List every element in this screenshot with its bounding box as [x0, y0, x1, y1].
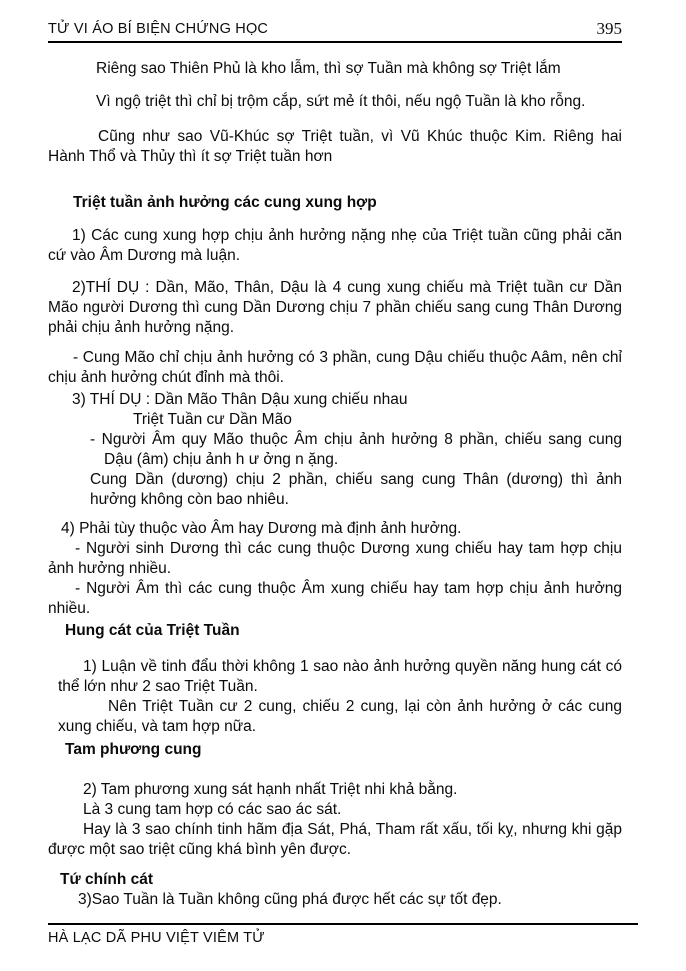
footer-text: HÀ LẠC DÃ PHU VIỆT VIÊM TỬ — [48, 930, 265, 946]
list-item-3-subline: Triệt Tuần cư Dần Mão — [133, 411, 292, 428]
hung-cat-item-1: 1) Luận về tinh đẩu thời không 1 sao nào ảnh hưởng quyền năng hung cát có thể lớn như 2 sao Triệt Tuần. — [58, 658, 622, 695]
list-item-3-continuation: Cung Dần (dương) chịu 2 phần, chiếu sang cung Thân (dương) thì ảnh hưởng không còn bao nhiêu. — [90, 471, 622, 508]
paragraph-thien-phu: Riêng sao Thiên Phủ là kho lẫm, thì sợ Tuần mà không sợ Triệt lắm — [96, 60, 561, 77]
list-item-4-dash-2: - Người Âm thì các cung thuộc Âm xung chiếu hay tam hợp chịu ảnh hưởng nhiều. — [48, 580, 622, 617]
section-heading-hung-cat: Hung cát của Triệt Tuần — [65, 622, 240, 639]
running-title: TỬ VI ÁO BÍ BIỆN CHỨNG HỌC — [48, 21, 269, 37]
hung-cat-item-2: Nên Triệt Tuần cư 2 cung, chiếu 2 cung, lại còn ảnh hưởng ở các cung xung chiếu, và tam hợp nữa. — [58, 698, 622, 735]
list-item-3-dash: - Người Âm quy Mão thuộc Âm chịu ảnh hưởng 8 phần, chiếu sang cung Dậu (âm) chịu ảnh h ư ởng n ặng. — [90, 431, 622, 468]
page-footer — [48, 923, 638, 946]
list-item-4-dash-1: - Người sinh Dương thì các cung thuộc Dương xung chiếu hay tam hợp chịu ảnh hưởng nhiều. — [48, 540, 622, 577]
section-heading-tu-chinh: Tứ chính cát — [60, 871, 154, 888]
tu-chinh-line: 3)Sao Tuần là Tuần không cũng phá được hết các sự tốt đẹp. — [78, 891, 502, 908]
page-number: 395 — [596, 19, 622, 38]
hung-cat-group — [58, 657, 622, 737]
tam-phuong-group — [48, 780, 622, 860]
section-heading-tam-phuong: Tam phương cung — [65, 741, 202, 758]
tam-phuong-line-2: Là 3 cung tam hợp có các sao ác sát. — [83, 801, 342, 818]
list-item-2: 2)THÍ DỤ : Dần, Mão, Thân, Dậu là 4 cung xung chiếu mà Triệt tuần cư Dần Mão người Dương thì cung Dần Dương chịu 7 phần chiếu sang cung Thân Dương phải chịu ảnh hưởng nặng. — [48, 279, 622, 336]
list-item-2-note: - Cung Mão chỉ chịu ảnh hưởng có 3 phần, cung Dậu chiếu thuộc Aâm, nên chỉ chịu ảnh hưởng chút đỉnh mà thôi. — [48, 349, 622, 386]
list-item-3-group — [48, 390, 622, 510]
paragraph-ngo-triet: Vì ngộ triệt thì chỉ bị trộm cắp, sứt mẻ ít thôi, nếu ngộ Tuần là kho rỗng. — [96, 93, 586, 110]
tam-phuong-line-3: Hay là 3 sao chính tinh hãm địa Sát, Phá, Tham rất xấu, tối kỵ, nhưng khi gặp được một sao triệt cũng khá bình yên được. — [48, 821, 622, 858]
paragraph-vu-khuc: Cũng như sao Vũ-Khúc sợ Triệt tuần, vì Vũ Khúc thuộc Kim. Riêng hai Hành Thổ và Thủy thì ít sợ Triệt tuần hơn — [48, 128, 622, 165]
list-item-4-group — [48, 519, 622, 619]
page-body — [48, 59, 622, 910]
list-item-4-line: 4) Phải tùy thuộc vào Âm hay Dương mà định ảnh hưởng. — [61, 520, 462, 537]
tam-phuong-line-1: 2) Tam phương xung sát hạnh nhất Triệt nhi khả bằng. — [83, 781, 458, 798]
page-header — [48, 20, 622, 43]
section-heading-xung-hop: Triệt tuần ảnh hưởng các cung xung hợp — [73, 194, 377, 211]
list-item-3-line: 3) THÍ DỤ : Dần Mão Thân Dậu xung chiếu nhau — [72, 391, 408, 408]
list-item-1: 1) Các cung xung hợp chịu ảnh hưởng nặng nhẹ của Triệt tuần cũng phải căn cứ vào Âm Dương mà luận. — [48, 227, 622, 264]
